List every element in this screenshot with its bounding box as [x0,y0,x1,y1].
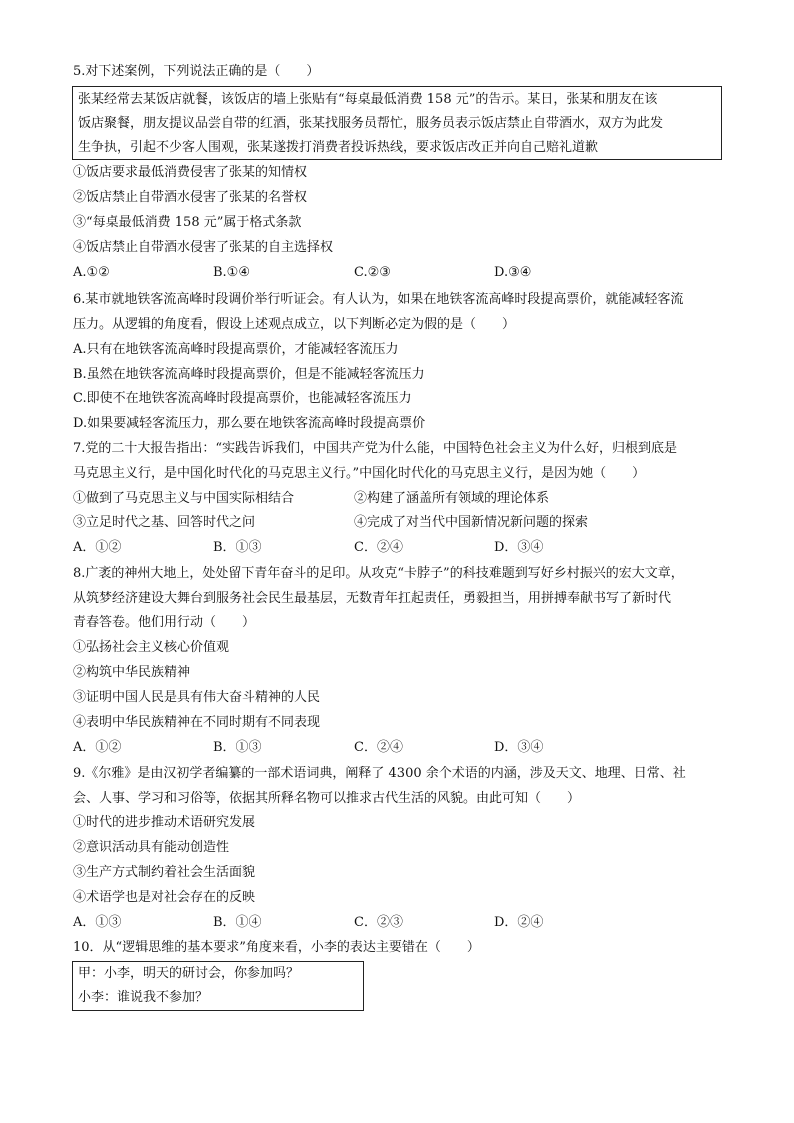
q7-stem: 马克思主义行，是中国化时代化的马克思主义行。”中国化时代化的马克思主义行，是因为她（ ） [73,466,646,481]
q8-stem: 青春答卷。他们用行动（ ） [73,615,256,630]
q6-choice-b: B.虽然在地铁客流高峰时段提高票价，但是不能减轻客流压力 [73,367,425,382]
q7-option-c: C．②④ [354,540,403,555]
q6-stem: 6.某市就地铁客流高峰时段调价举行听证会。有人认为，如果在地铁客流高峰时段提高票价，就能减轻客流 [73,292,684,307]
q7-item: ②构建了涵盖所有领域的理论体系 [354,491,550,506]
q6-stem: 压力。从逻辑的角度看，假设上述观点成立，以下判断必定为假的是（ ） [73,317,516,332]
q6-choice-c: C.即使不在地铁客流高峰时段提高票价，也能减轻客流压力 [73,391,412,406]
q7-item: ④完成了对当代中国新情况新问题的探索 [354,515,589,530]
q8-item: ③证明中国人民是具有伟大奋斗精神的人民 [73,690,321,705]
q5-case-line: 张某经常去某饭店就餐，该饭店的墙上张贴有“每桌最低消费 158 元”的告示。某日，张某和朋友在该 [78,92,658,107]
q8-option-c: C．②④ [354,740,403,755]
q8-item: ①弘扬社会主义核心价值观 [73,640,230,655]
q10-dialog-box [72,961,364,1011]
q5-stem: 5.对下述案例，下列说法正确的是（ ） [73,64,320,79]
q8-item: ④表明中华民族精神在不同时期有不同表现 [73,715,321,730]
q5-case-box [72,86,722,160]
q9-item: ②意识活动具有能动创造性 [73,840,230,855]
q8-option-b: B．①③ [213,740,262,755]
q7-stem: 7.党的二十大报告指出：“实践告诉我们，中国共产党为什么能，中国特色社会主义为什么好，归根到底是 [73,441,678,456]
q5-option-d: D.③④ [494,265,532,280]
q7-option-a: A．①② [73,540,122,555]
q5-item: ③“每桌最低消费 158 元”属于格式条款 [73,215,302,230]
q7-option-d: D．③④ [494,540,544,555]
q8-stem: 从筑梦经济建设大舞台到服务社会民生最基层，无数青年扛起责任，勇毅担当，用拼搏奉献书写了新时代 [73,591,672,606]
q10-dialog-line: 甲：小李，明天的研讨会，你参加吗？ [78,966,300,981]
q9-item: ③生产方式制约着社会生活面貌 [73,865,256,880]
q9-option-c: C．②③ [354,915,403,930]
q7-option-b: B．①③ [213,540,262,555]
q9-stem: 9.《尔雅》是由汉初学者编纂的一部术语词典，阐释了 4300 余个术语的内涵，涉及天文、地理、日常、社 [73,766,686,781]
q9-option-b: B．①④ [213,915,262,930]
q7-item: ①做到了马克思主义与中国实际相结合 [73,491,295,506]
q7-item: ③立足时代之基、回答时代之问 [73,515,256,530]
q5-item: ②饭店禁止自带酒水侵害了张某的名誉权 [73,190,308,205]
q9-item: ④术语学也是对社会存在的反映 [73,890,256,905]
q9-item: ①时代的进步推动术语研究发展 [73,815,256,830]
q8-option-d: D．③④ [494,740,544,755]
q9-option-a: A．①③ [73,915,122,930]
q10-stem: 10．从“逻辑思维的基本要求”角度来看，小李的表达主要错在（ ） [73,940,480,955]
q8-option-a: A．①② [73,740,122,755]
q6-choice-d: D.如果要减轻客流压力，那么要在地铁客流高峰时段提高票价 [73,416,426,431]
q5-case-line: 生争执，引起不少客人围观，张某遂拨打消费者投诉热线，要求饭店改正并向自己赔礼道歉 [78,140,599,155]
q5-case-line: 饭店聚餐，朋友提议品尝自带的红酒，张某找服务员帮忙，服务员表示饭店禁止自带酒水，双方为此发 [78,116,664,131]
q8-item: ②构筑中华民族精神 [73,665,191,680]
q9-stem: 会、人事、学习和习俗等，依据其所释名物可以推求古代生活的风貌。由此可知（ ） [73,791,581,806]
q8-stem: 8.广袤的神州大地上，处处留下青年奋斗的足印。从攻克“卡脖子”的科技难题到写好乡村振兴的宏大文章， [73,566,684,581]
q10-dialog-line: 小李：谁说我不参加？ [78,990,209,1005]
q9-option-d: D．②④ [494,915,544,930]
q5-option-a: A.①② [73,265,110,280]
q6-choice-a: A.只有在地铁客流高峰时段提高票价，才能减轻客流压力 [73,342,399,357]
q5-option-b: B.①④ [213,265,250,280]
q5-item: ④饭店禁止自带酒水侵害了张某的自主选择权 [73,240,334,255]
q5-option-c: C.②③ [354,265,391,280]
q5-item: ①饭店要求最低消费侵害了张某的知情权 [73,165,308,180]
